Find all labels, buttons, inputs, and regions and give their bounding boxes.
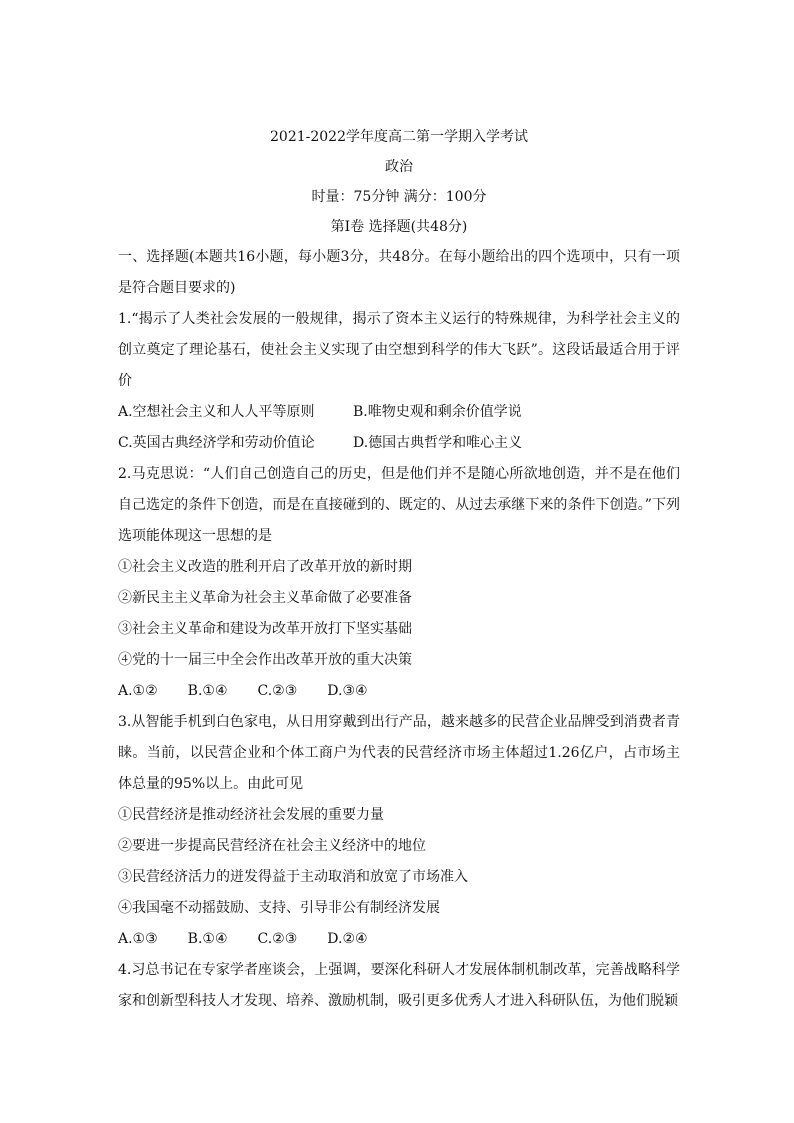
question-3-option-a: A.①③ (118, 931, 158, 947)
question-2-statement-4: ④党的十一届三中全会作出改革开放的重大决策 (118, 652, 412, 668)
question-1-option-d: D.德国古典哲学和唯心主义 (353, 435, 523, 451)
question-1-option-c: C.英国古典经济学和劳动价值论 (118, 435, 315, 451)
question-1-stem: 1.“揭示了人类社会发展的一般规律，揭示了资本主义运行的特殊规律，为科学社会主义的创立奠定了理论基石，使社会主义实现了由空想到科学的伟大飞跃”。这段话最适合用于评价 (118, 311, 680, 389)
exam-page (118, 122, 680, 1017)
question-3-statement-1: ①民营经济是推动经济社会发展的重要力量 (118, 807, 384, 823)
question-3-option-b: B.①④ (187, 931, 228, 947)
question-1-options-row-1 (118, 397, 680, 428)
question-2-statement-2: ②新民主主义革命为社会主义革命做了必要准备 (118, 590, 412, 606)
question-4-stem: 4.习总书记在专家学者座谈会，上强调，要深化科研人才发展体制机制改革，完善战略科学家和创新型科技人才发现、培养、激励机制，吸引更多优秀人才进入科研队伍，为他们脱颖 (118, 962, 680, 1009)
question-3-option-c: C.②③ (257, 931, 298, 947)
exam-title: 2021-2022学年度高二第一学期入学考试 (270, 129, 528, 145)
question-2-option-d: D.③④ (327, 683, 368, 699)
question-2-statement-3: ③社会主义革命和建设为改革开放打下坚实基础 (118, 621, 412, 637)
question-3-stem: 3.从智能手机到白色家电，从日用穿戴到出行产品，越来越多的民营企业品牌受到消费者青睐。当前，以民营企业和个体工商户为代表的民营经济市场主体超过1.26亿户，占市场主体总量的95%以上。由此可见 (118, 714, 680, 792)
question-3-statement-3: ③民营经济活力的迸发得益于主动取消和放宽了市场准入 (118, 869, 468, 885)
section-instruction: 一、选择题(本题共16小题，每小题3分，共48分。在每小题给出的四个选项中，只有一项是符合题目要求的) (118, 249, 680, 296)
question-1-option-a: A.空想社会主义和人人平等原则 (118, 404, 315, 420)
question-1-option-b: B.唯物史观和剩余价值学说 (353, 404, 522, 420)
question-2-option-c: C.②③ (257, 683, 298, 699)
question-2-option-b: B.①④ (187, 683, 228, 699)
part-title: 第Ⅰ卷 选择题(共48分) (330, 219, 468, 235)
question-3-options-row (118, 924, 680, 955)
question-2-statement-1: ①社会主义改造的胜利开启了改革开放的新时期 (118, 559, 412, 575)
time-score-line: 时量：75分钟 满分：100分 (311, 189, 487, 205)
question-1-options-row-2 (118, 428, 680, 459)
question-3-statement-4: ④我国毫不动摇鼓励、支持、引导非公有制经济发展 (118, 900, 440, 916)
question-3-option-d: D.②④ (327, 931, 368, 947)
question-2-stem: 2.马克思说：“人们自己创造自己的历史，但是他们并不是随心所欲地创造，并不是在他们自己选定的条件下创造，而是在直接碰到的、既定的、从过去承继下来的条件下创造。”下列选项能体现这一思想的是 (118, 466, 680, 544)
question-3-statement-2: ②要进一步提高民营经济在社会主义经济中的地位 (118, 838, 426, 854)
subject-title: 政治 (385, 159, 413, 175)
question-2-option-a: A.①② (118, 683, 158, 699)
question-2-options-row (118, 676, 680, 707)
